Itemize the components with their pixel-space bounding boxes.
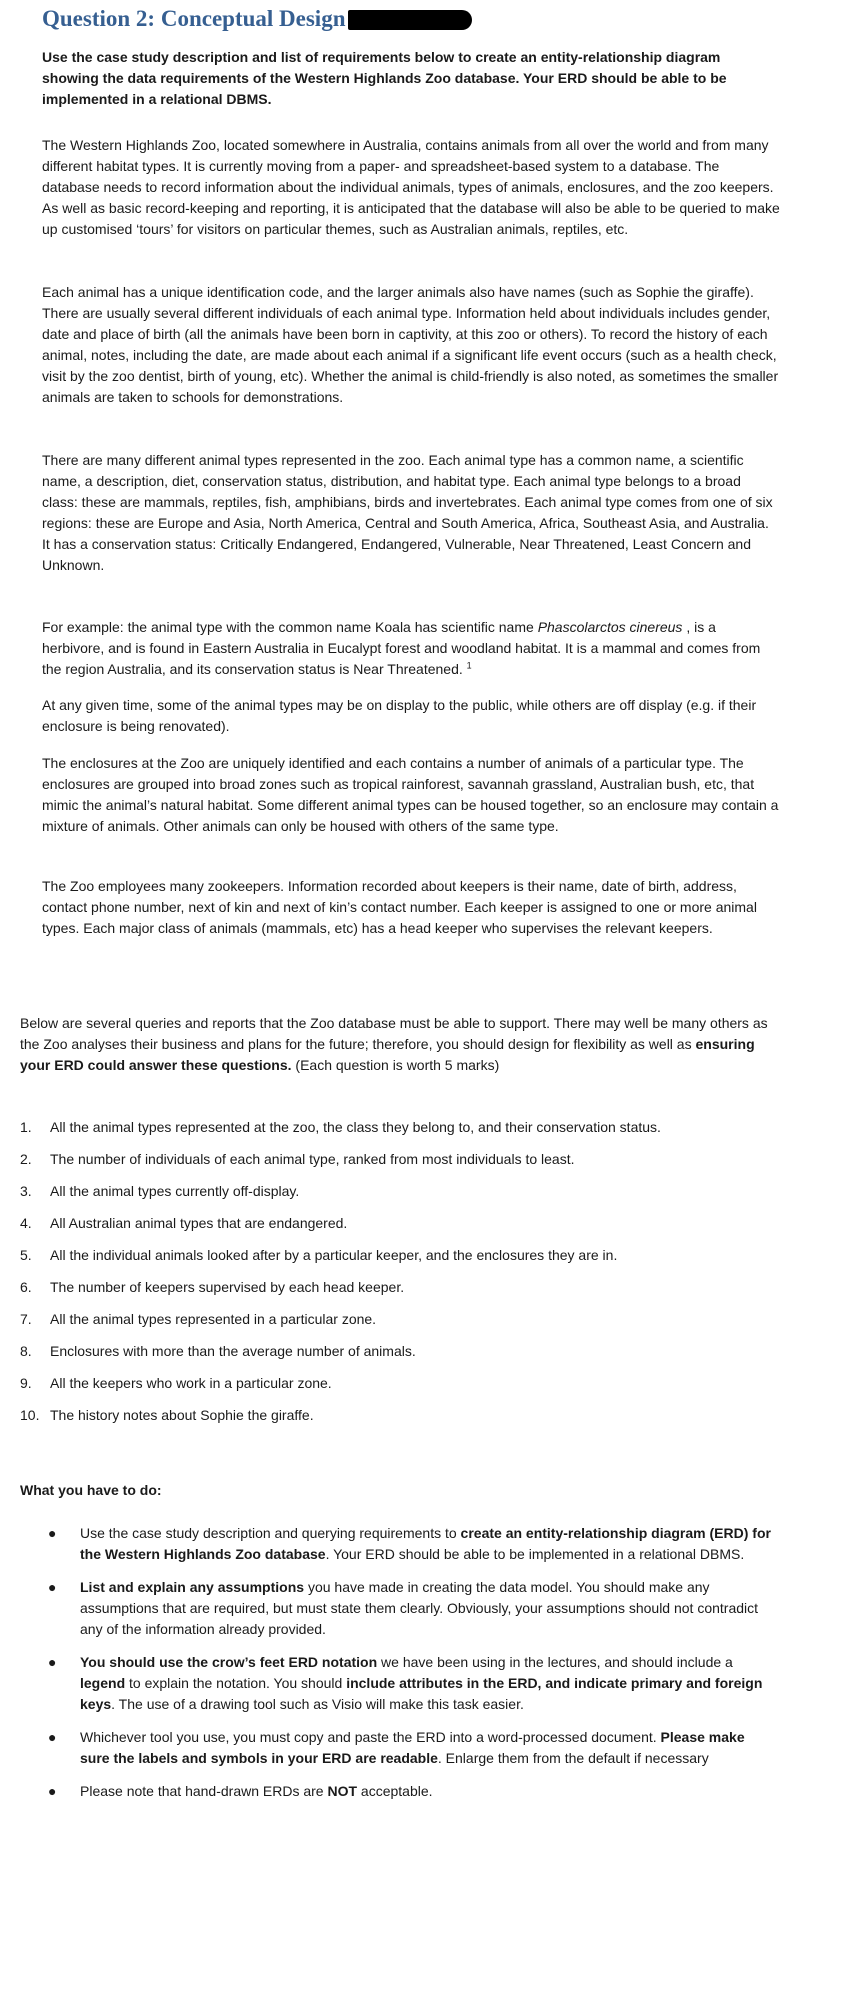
bullet-icon: ● (48, 1783, 57, 1799)
list-item: ● Whichever tool you use, you must copy and paste the ERD into a word-processed document. Please make sure the labels and symbols in your ERD are readable. Enlarge them from the default if necessary (48, 1729, 745, 1766)
list-item: 1. All the animal types represented at the zoo, the class they belong to, and their conservation status. (20, 1119, 661, 1135)
list-item: 5. All the individual animals looked after by a particular keeper, and the enclosures they are in. (20, 1247, 618, 1263)
case-paragraph-animals: Each animal has a unique identification code, and the larger animals also have names (such as Sophie the giraffe). There are usually several different individuals of each animal type. Information held about individuals includes gender, date and place of birth (all the animals have been born in captivity, at this zoo or others). To record the history of each animal, notes, including the date, are made about each animal if a significant life event occurs (such as a health check, visit by the zoo dentist, birth of young, etc). Whether the animal is child-friendly is also noted, as sometimes the smaller animals are taken to schools for demonstrations. (42, 284, 779, 405)
case-paragraph-example: For example: the animal type with the common name Koala has scientific name Phascolarctos cinereus , is a herbivore, and is found in Eastern Australia in Eucalypt forest and woodland habitat. It is a mammal and comes from the region Australia, and its conservation status is Near Threatened. $^1$ (42, 619, 761, 677)
list-item: 9. All the keepers who work in a particular zone. (20, 1375, 332, 1391)
query-list (20, 1117, 780, 1437)
list-item: 7. All the animal types represented in a particular zone. (20, 1311, 377, 1327)
case-paragraph-enclosures: The enclosures at the Zoo are uniquely identified and each contains a number of animals of a particular type. The enclosures are grouped into broad zones such as tropical rainforest, savannah grassland, Australian bush, etc, that mimic the animal’s natural habitat. Some different animal types can be housed together, so an enclosure may contain a mixture of animals. Other animals can only be housed with others of the same type. (42, 755, 779, 834)
list-item: ● List and explain any assumptions you have made in creating the data model. You should make any assumptions that are required, but must state them clearly. Obviously, your assumptions should not contradict any of the information already provided. (48, 1579, 759, 1637)
list-item: 2. The number of individuals of each animal type, ranked from most individuals to least. (20, 1151, 575, 1167)
list-item: 3. All the animal types currently off-display. (20, 1183, 300, 1199)
case-paragraph-animal-types: There are many different animal types represented in the zoo. Each animal type has a common name, a scientific name, a description, diet, conservation status, distribution, and habitat type. Each animal type belongs to a broad class: these are mammals, reptiles, fish, amphibians, birds and invertebrates. Each animal type comes from one of six regions: these are Europe and Asia, North America, Central and South America, Africa, Southeast Asia, and Australia. It has a conservation status: Critically Endangered, Endangered, Vulnerable, Near Threatened, Least Concern and Unknown. (42, 452, 773, 573)
intro-paragraph: Use the case study description and list of requirements below to create an entity-relationship diagram showing the data requirements of the Western Highlands Zoo database. Your ERD should be able to be implemented in a relational DBMS. (42, 49, 727, 107)
tasks-heading: What you have to do: (20, 1482, 162, 1498)
queries-intro: Below are several queries and reports that the Zoo database must be able to support. There may well be many others as the Zoo analyses their business and plans for the future; therefore, you should design for flexibility as well as ensuring your ERD could answer these questions. (Each question is worth 5 marks) (20, 1015, 768, 1073)
task-list (42, 1523, 772, 1814)
case-paragraph-keepers: The Zoo employees many zookeepers. Information recorded about keepers is their name, date of birth, address, contact phone number, next of kin and next of kin’s contact number. Each keeper is assigned to one or more animal types. Each major class of animals (mammals, etc) has a head keeper who supervises the relevant keepers. (42, 878, 757, 936)
case-paragraph-zoo: The Western Highlands Zoo, located somewhere in Australia, contains animals from all over the world and from many different habitat types. It is currently moving from a paper- and spreadsheet-based system to a database. The database needs to record information about the individual animals, types of animals, enclosures, and the zoo keepers. As well as basic record-keeping and reporting, it is anticipated that the database will also be able to be queried to make up customised ‘tours’ for visitors on particular themes, such as Australian animals, reptiles, etc. (42, 137, 780, 237)
bullet-icon: ● (48, 1654, 57, 1670)
case-paragraph-display: At any given time, some of the animal types may be on display to the public, while others are off display (e.g. if their enclosure is being renovated). (42, 697, 757, 734)
bullet-icon: ● (48, 1525, 57, 1541)
bullet-icon: ● (48, 1729, 57, 1745)
question-heading (42, 4, 472, 34)
list-item: ● Please note that hand-drawn ERDs are NOT acceptable. (42, 1781, 772, 1802)
list-item: 6. The number of keepers supervised by each head keeper. (20, 1279, 405, 1295)
bullet-icon: ● (48, 1579, 57, 1595)
page-title: Question 2: Conceptual Design (42, 6, 346, 31)
list-item: 8. Enclosures with more than the average number of animals. (20, 1343, 416, 1359)
footnote-marker: 1 (466, 660, 472, 671)
list-item: ● You should use the crow’s feet ERD notation we have been using in the lectures, and should include a legend to explain the notation. You should include attributes in the ERD, and indicate primary and foreign keys. The use of a drawing tool such as Visio will make this task easier. (48, 1654, 763, 1712)
list-item: 4. All Australian animal types that are endangered. (20, 1215, 348, 1231)
list-item: 10. The history notes about Sophie the giraffe. (20, 1407, 314, 1423)
redaction-mark (348, 10, 472, 30)
list-item: ● Use the case study description and querying requirements to create an entity-relationship diagram (ERD) for the Western Highlands Zoo database. Your ERD should be able to be implemented in a relational DBMS. (48, 1525, 771, 1562)
